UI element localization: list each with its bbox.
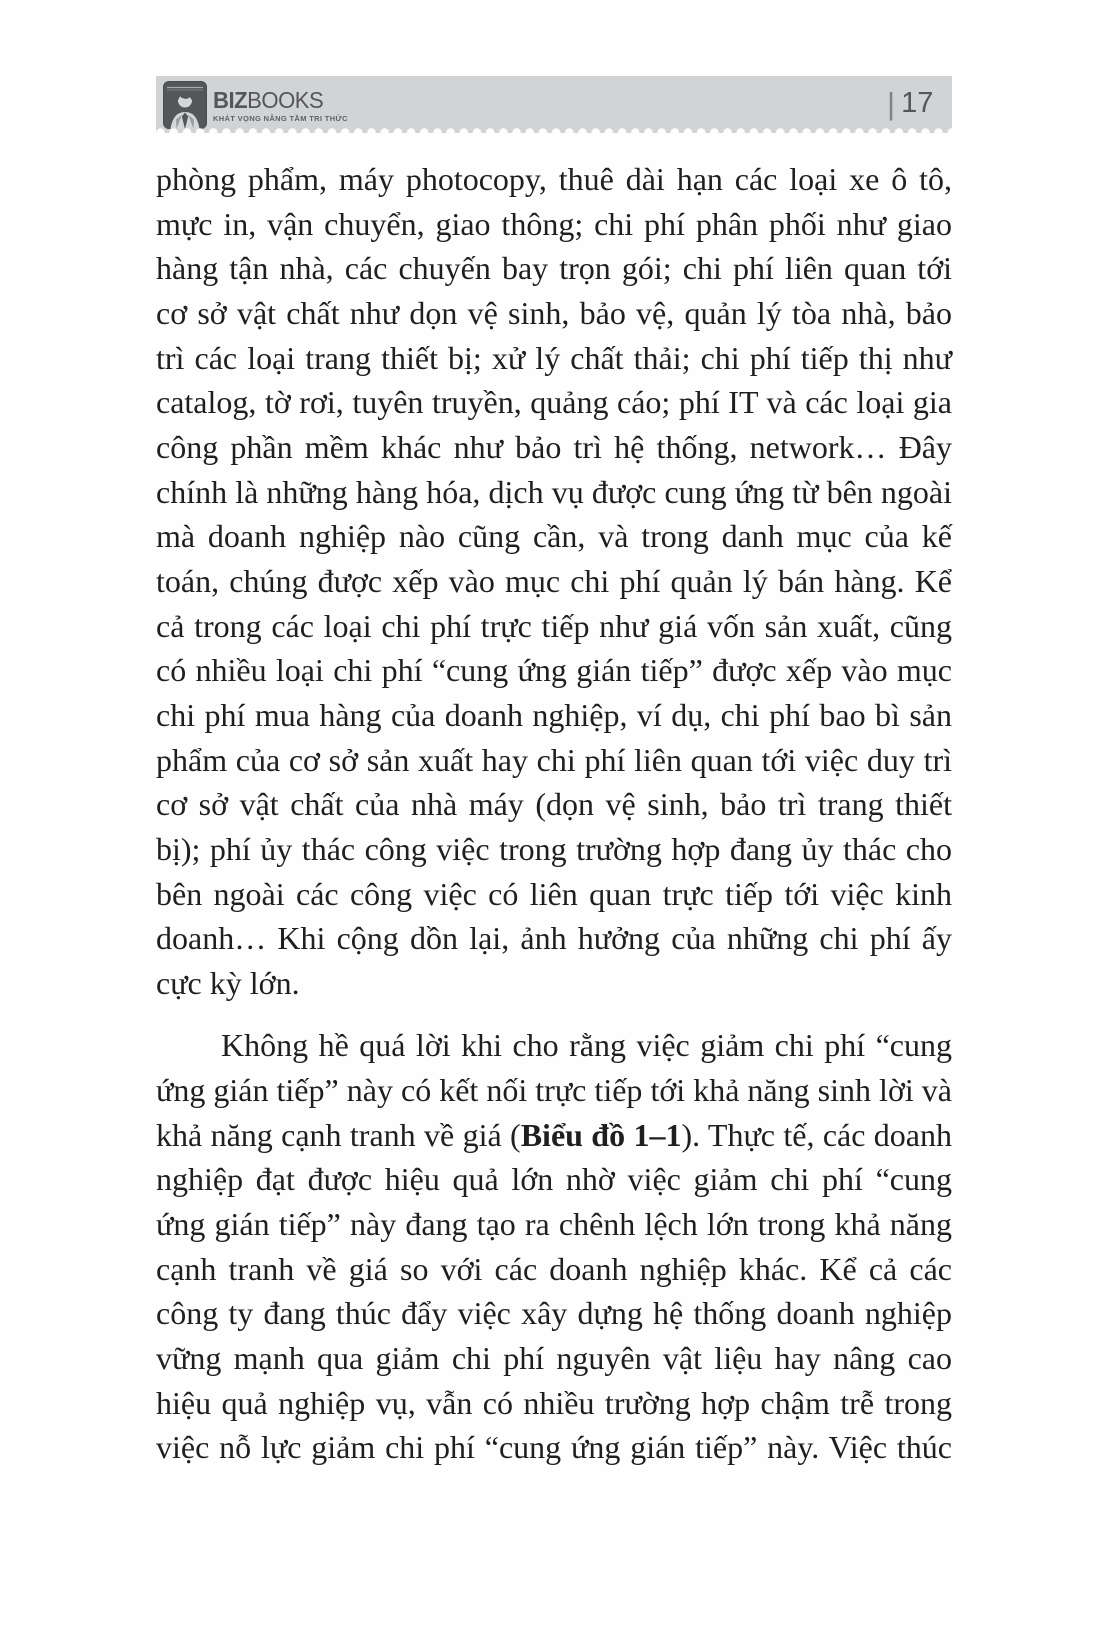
text-segment: chính là những hàng hóa, dịch vụ được cung ứng từ bên ngoài <box>156 473 952 510</box>
text-segment: vững mạnh qua giảm chi phí nguyên vật liệu hay nâng cao <box>156 1340 952 1377</box>
text-line <box>156 157 952 202</box>
header-banner <box>156 76 952 133</box>
text-line <box>156 1336 952 1381</box>
text-segment: mực in, vận chuyển, giao thông; chi phí phân phối như giao <box>156 205 952 242</box>
text-segment: có nhiều loại chi phí “cung ứng gián tiếp” được xếp vào mục <box>156 652 952 689</box>
paragraph <box>156 157 952 1005</box>
text-line <box>156 425 952 470</box>
text-segment: ứng gián tiếp” này đang tạo ra chênh lệch lớn trong khả năng <box>156 1206 952 1243</box>
text-line <box>156 1023 952 1068</box>
text-segment: chi phí mua hàng của doanh nghiệp, ví dụ, chi phí bao bì sản <box>156 696 952 733</box>
text-line <box>156 246 952 291</box>
text-line <box>156 648 952 693</box>
bizbooks-man-icon <box>163 81 207 129</box>
text-segment: catalog, tờ rơi, tuyên truyền, quảng cáo; phí IT và các loại gia <box>156 384 952 421</box>
text-line <box>156 1157 952 1202</box>
text-line <box>156 782 952 827</box>
text-segment: bị); phí ủy thác công việc trong trường hợp đang ủy thác cho <box>156 830 952 867</box>
text-line <box>156 1068 952 1113</box>
text-line <box>156 872 952 917</box>
text-segment: công ty đang thúc đẩy việc xây dựng hệ thống doanh nghiệp <box>156 1295 952 1332</box>
text-line <box>156 291 952 336</box>
text-segment: ứng gián tiếp” này có kết nối trực tiếp tới khả năng sinh lời và <box>156 1072 952 1109</box>
text-line <box>156 693 952 738</box>
text-segment: phòng phẩm, máy photocopy, thuê dài hạn các loại xe ô tô, <box>156 161 952 197</box>
text-segment: phẩm của cơ sở sản xuất hay chi phí liên quan tới việc duy trì <box>156 741 952 778</box>
text-line <box>156 961 952 1006</box>
brand-name <box>213 89 342 112</box>
text-line <box>156 470 952 515</box>
text-segment: cơ sở vật chất như dọn vệ sinh, bảo vệ, quản lý tòa nhà, bảo <box>156 294 952 331</box>
page-number <box>887 88 933 119</box>
text-line <box>156 1113 952 1158</box>
bizbooks-logo <box>163 81 348 129</box>
text-line <box>156 604 952 649</box>
text-segment: doanh… Khi cộng dồn lại, ảnh hưởng của những chi phí ấy <box>156 920 952 957</box>
text-line <box>156 336 952 381</box>
text-segment: Không hề quá lời khi cho rằng việc giảm chi phí “cung <box>221 1027 952 1064</box>
page-content <box>156 157 952 1470</box>
text-line <box>156 1202 952 1247</box>
text-segment: trì các loại trang thiết bị; xử lý chất thải; chi phí tiếp thị như <box>156 339 952 376</box>
text-line <box>156 514 952 559</box>
text-segment: nghiệp đạt được hiệu quả lớn nhờ việc giảm chi phí “cung <box>156 1161 952 1198</box>
brand-biz: BIZ <box>213 87 248 113</box>
text-line <box>156 827 952 872</box>
text-segment: toán, chúng được xếp vào mục chi phí quản lý bán hàng. Kể <box>156 562 952 599</box>
brand-books: BOOKS <box>247 87 324 113</box>
text-line <box>156 1291 952 1336</box>
text-segment: việc nỗ lực giảm chi phí “cung ứng gián tiếp” này. Việc thúc <box>156 1429 952 1466</box>
text-segment: cả trong các loại chi phí trực tiếp như giá vốn sản xuất, cũng <box>156 607 952 644</box>
text-line <box>156 1247 952 1292</box>
page-number-value: 17 <box>901 87 934 119</box>
brand-text <box>213 89 348 123</box>
text-line <box>156 380 952 425</box>
text-segment: hàng tận nhà, các chuyến bay trọn gói; chi phí liên quan tới <box>156 250 952 287</box>
text-segment: mà doanh nghiệp nào cũng cần, và trong danh mục của kế <box>156 518 952 555</box>
text-line <box>156 202 952 247</box>
text-segment: hiệu quả nghiệp vụ, vẫn có nhiều trường hợp chậm trễ trong <box>156 1384 952 1421</box>
bold-text: Biểu đồ 1–1 <box>520 1116 682 1153</box>
text-line <box>156 916 952 961</box>
brand-tagline: KHÁT VỌNG NÂNG TẦM TRI THỨC <box>213 114 348 123</box>
text-segment: khả năng cạnh tranh về giá ( <box>156 1116 521 1153</box>
text-segment: cạnh tranh về giá so với các doanh nghiệp khác. Kể cả các <box>156 1250 952 1287</box>
paragraph <box>156 1023 952 1470</box>
text-segment: bên ngoài các công việc có liên quan trực tiếp tới việc kinh <box>156 875 952 912</box>
text-segment: cực kỳ lớn. <box>156 964 300 1001</box>
text-segment: cơ sở vật chất của nhà máy (dọn vệ sinh, bảo trì trang thiết <box>156 786 952 823</box>
text-line <box>156 559 952 604</box>
text-line <box>156 1381 952 1426</box>
text-line <box>156 1425 952 1470</box>
page-number-divider: | <box>887 86 896 121</box>
text-segment: ). Thực tế, các doanh <box>681 1116 953 1153</box>
text-line <box>156 738 952 783</box>
text-segment: công phần mềm khác như bảo trì hệ thống, network… Đây <box>156 428 952 465</box>
